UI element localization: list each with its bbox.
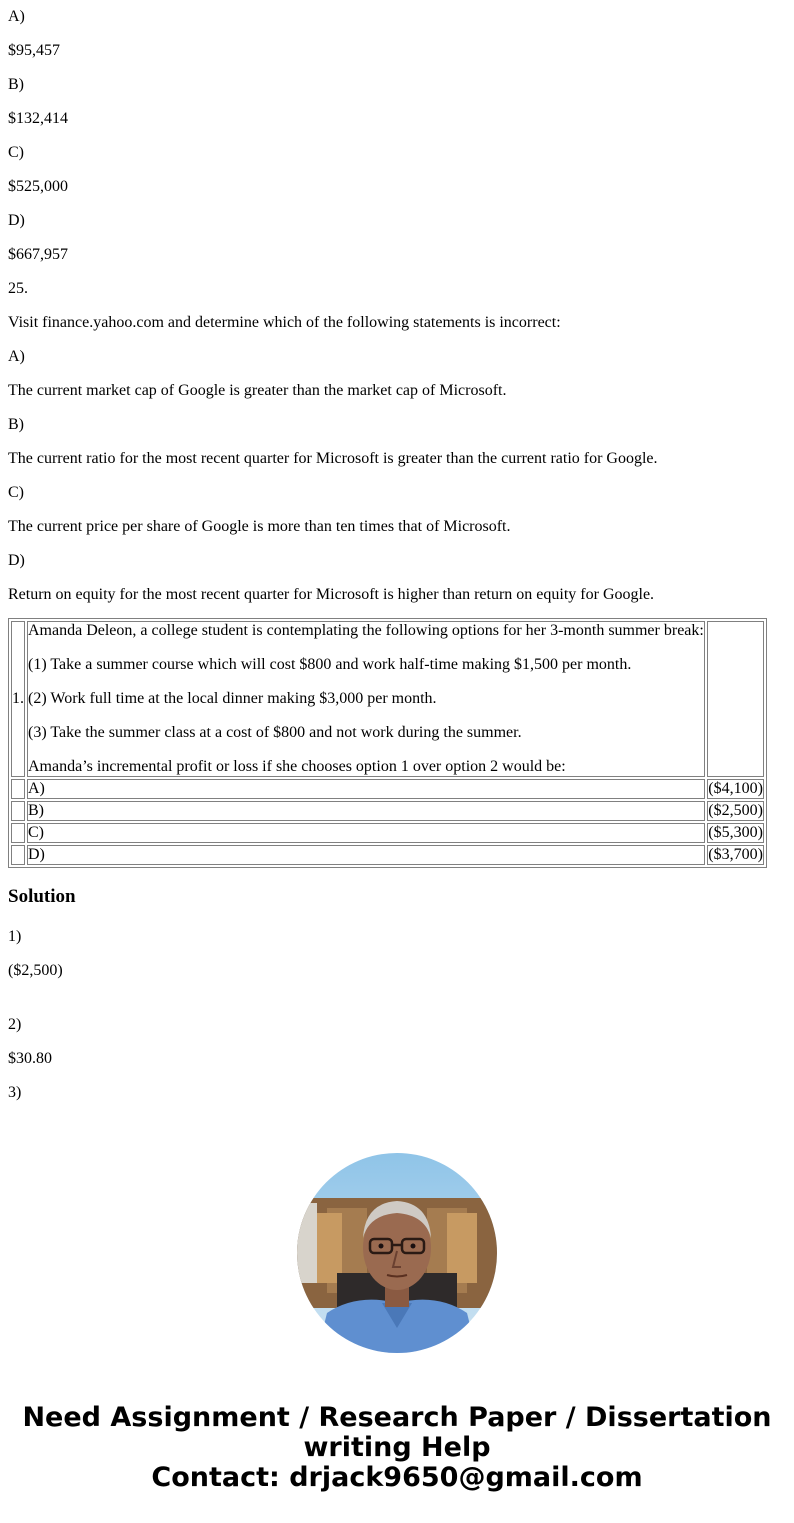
question-1-prompt: Amanda’s incremental profit or loss if she chooses option 1 over option 2 would be:	[28, 758, 566, 775]
solution-spacer	[8, 992, 786, 1012]
question-1-body	[27, 621, 705, 777]
answer-row-a-letter: A)	[27, 779, 705, 799]
q24-option-a-letter: A)	[8, 8, 25, 25]
question-1-number: 1.	[11, 621, 25, 777]
promo-line-2: writing Help	[303, 1432, 491, 1463]
q24-option-d-text: $667,957	[8, 246, 68, 263]
question-1-table	[8, 618, 767, 868]
answer-row-a	[11, 779, 764, 799]
q24-option-b-letter: B)	[8, 76, 24, 93]
q24-option-a-text: $95,457	[8, 42, 60, 59]
promo-contact: Contact: drjack9650@gmail.com	[151, 1462, 643, 1493]
question-1-option-3: (3) Take the summer class at a cost of $800 and not work during the summer.	[28, 724, 522, 741]
answer-row-d-blank	[11, 845, 25, 865]
promo-line-1: Need Assignment / Research Paper / Dissertation	[22, 1402, 772, 1433]
q25-option-d-letter: D)	[8, 552, 25, 569]
solution-1-label: 1)	[8, 928, 22, 945]
question-1-option-1: (1) Take a summer course which will cost $800 and work half-time making $1,500 per month.	[28, 656, 632, 673]
question-1-row	[11, 621, 764, 777]
answer-row-b-blank	[11, 801, 25, 821]
answer-row-a-value: ($4,100)	[708, 780, 763, 797]
promo-banner	[0, 1403, 794, 1493]
q24-option-d-letter: D)	[8, 212, 25, 229]
q25-option-c-text: The current price per share of Google is more than ten times that of Microsoft.	[8, 518, 511, 535]
q25-option-c-letter: C)	[8, 484, 24, 501]
author-photo	[297, 1153, 497, 1353]
q24-option-b-text: $132,414	[8, 110, 68, 127]
answer-row-b-letter: B)	[27, 801, 705, 821]
answer-row-c	[11, 823, 764, 843]
answer-row-d	[11, 845, 764, 865]
answer-row-c-value: ($5,300)	[708, 824, 763, 841]
answer-row-b	[11, 801, 764, 821]
solution-3-label: 3)	[8, 1084, 22, 1101]
q24-option-c-text: $525,000	[8, 178, 68, 195]
question-1-intro: Amanda Deleon, a college student is contemplating the following options for her 3-month summer break:	[28, 622, 704, 639]
answer-row-b-value: ($2,500)	[708, 802, 763, 819]
answer-row-c-blank	[11, 823, 25, 843]
answer-row-c-letter: C)	[27, 823, 705, 843]
solution-2-answer: $30.80	[8, 1050, 52, 1067]
q25-question: Visit finance.yahoo.com and determine which of the following statements is incorrect:	[8, 314, 561, 331]
q25-option-b-letter: B)	[8, 416, 24, 433]
answer-row-d-letter: D)	[27, 845, 705, 865]
solution-heading: Solution	[8, 886, 76, 907]
q25-option-a-text: The current market cap of Google is greater than the market cap of Microsoft.	[8, 382, 507, 399]
q25-option-b-text: The current ratio for the most recent quarter for Microsoft is greater than the current ratio for Google.	[8, 450, 658, 467]
question-1-empty-cell	[707, 621, 764, 777]
person-photo-icon	[297, 1153, 497, 1353]
answer-row-d-value: ($3,700)	[708, 846, 763, 863]
question-1-option-2: (2) Work full time at the local dinner making $3,000 per month.	[28, 690, 437, 707]
q25-option-d-text: Return on equity for the most recent quarter for Microsoft is higher than return on equity for Google.	[8, 586, 655, 603]
solution-1-answer: ($2,500)	[8, 962, 63, 979]
solution-2-label: 2)	[8, 1016, 22, 1033]
answer-row-a-blank	[11, 779, 25, 799]
q25-number: 25.	[8, 280, 28, 297]
q24-option-c-letter: C)	[8, 144, 24, 161]
q25-option-a-letter: A)	[8, 348, 25, 365]
